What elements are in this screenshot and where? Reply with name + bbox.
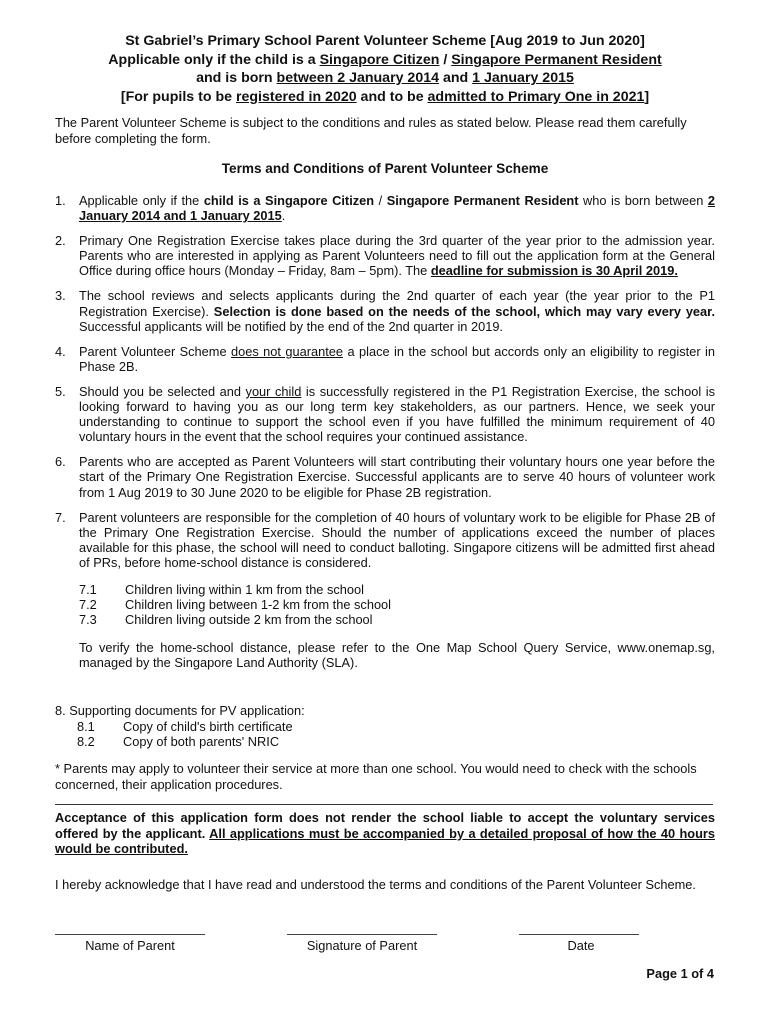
signature-of-parent-label: Signature of Parent bbox=[306, 938, 418, 953]
title-text: and is born bbox=[196, 70, 277, 87]
term-text: Applicable only if the bbox=[79, 193, 204, 208]
term-text: The school reviews and selects applicants during the 2nd quarter of each year (the year prior to the P1 Registration Exercise). bbox=[79, 288, 715, 319]
term-number: 7. bbox=[55, 509, 66, 525]
term-number: 3. bbox=[55, 288, 66, 304]
term-text: Should you be selected and bbox=[79, 383, 246, 399]
terms-list bbox=[55, 193, 715, 670]
term-number: 1. bbox=[55, 193, 66, 208]
term-text: Supporting documents for PV application: bbox=[69, 703, 305, 718]
name-of-parent-label: Name of Parent bbox=[85, 938, 175, 953]
sub-text: Copy of both parents' NRIC bbox=[123, 734, 280, 750]
term-number: 6. bbox=[55, 454, 66, 470]
term-bold: child is a Singapore Citizen bbox=[203, 193, 375, 208]
intro-paragraph: The Parent Volunteer Scheme is subject to the conditions and rules as stated below. Please read them carefully before completing the form. bbox=[55, 115, 687, 146]
note-paragraph: * Parents may apply to volunteer their service at more than one school. You would need to check with the schools concerned, their application procedures. bbox=[55, 761, 697, 792]
title-text: and to be bbox=[356, 88, 428, 105]
title-date-2: 1 January 2015 bbox=[472, 70, 574, 87]
title-pr: Singapore Permanent Resident bbox=[451, 51, 662, 68]
title-line-1: St Gabriel’s Primary School Parent Volunteer Scheme [Aug 2019 to Jun 2020] bbox=[125, 33, 645, 49]
term-text: is successfully registered in the P1 Registration Exercise, the school is looking forward to having you as our long term key stakeholders, as our partners. Hence, we seek your understanding to continue to support the school even if you have fulfilled the minimum requirement of 40 voluntary hours in the event that the school requires your continued assistance. bbox=[79, 383, 715, 445]
sub-number: 7.3 bbox=[79, 612, 97, 628]
term-item-7 bbox=[55, 510, 715, 671]
term-bold: Singapore Permanent Resident bbox=[386, 193, 579, 208]
title-admitted: admitted to Primary One in 2021 bbox=[427, 88, 645, 105]
term-item-4 bbox=[55, 344, 715, 374]
term-text: Primary One Registration Exercise takes place during the 3rd quarter of the year prior to the admission year. Parents who are interested in applying as Parent Volunteers need to fill out the application form at the General Office during office hours (Monday – Friday, 8am – 5pm). The bbox=[79, 233, 715, 279]
document-item bbox=[55, 719, 715, 735]
term-item-8 bbox=[55, 703, 715, 750]
distance-item bbox=[79, 582, 715, 597]
signature-line[interactable] bbox=[287, 934, 437, 935]
acceptance-underline: All applications must be accompanied by a detailed proposal of how the 40 hours would be contributed. bbox=[55, 825, 715, 857]
term-text: / bbox=[374, 193, 387, 208]
title-text: ] bbox=[644, 88, 650, 105]
date-line[interactable] bbox=[519, 934, 639, 935]
term-item-3 bbox=[55, 288, 715, 333]
title-line-2 bbox=[40, 51, 730, 70]
sub-number: 8.2 bbox=[77, 734, 95, 750]
term-bold-underline: 2 January 2014 and 1 January 2015 bbox=[79, 193, 715, 224]
title-registered: registered in 2020 bbox=[235, 88, 357, 105]
title-line-4 bbox=[40, 88, 730, 107]
term-deadline: deadline for submission is 30 April 2019. bbox=[430, 263, 678, 279]
title-citizen: Singapore Citizen bbox=[319, 51, 440, 68]
distance-item bbox=[79, 597, 715, 612]
document-item bbox=[55, 734, 715, 750]
term-bold: Selection is done based on the needs of the school, which may vary every year. bbox=[213, 303, 715, 319]
term-item-1 bbox=[55, 193, 715, 223]
acceptance-text: Acceptance of this application form does not render the school liable to accept the voluntary services offered by the applicant. bbox=[55, 810, 715, 841]
sub-text: Children living between 1-2 km from the school bbox=[125, 597, 392, 613]
verify-paragraph: To verify the home-school distance, please refer to the One Map School Query Service, www.onemap.sg, managed by the Singapore Land Authority (SLA). bbox=[79, 640, 715, 671]
term-underline: does not guarantee bbox=[231, 343, 344, 359]
sub-text: Children living within 1 km from the school bbox=[125, 581, 364, 597]
term-number: 2. bbox=[55, 233, 66, 249]
sub-text: Copy of child's birth certificate bbox=[123, 718, 293, 734]
document-title bbox=[40, 32, 730, 106]
sub-number: 8.1 bbox=[77, 718, 95, 734]
date-label: Date bbox=[567, 938, 595, 953]
term-number: 5. bbox=[55, 383, 66, 399]
sub-number: 7.1 bbox=[79, 581, 97, 597]
title-line-3 bbox=[40, 69, 730, 88]
separator-line bbox=[55, 804, 713, 805]
term-underline: your child bbox=[245, 383, 302, 399]
term-text: . bbox=[281, 208, 286, 224]
term-number: 8. bbox=[55, 703, 66, 718]
term-text: Successful applicants will be notified by the end of the 2nd quarter in 2019. bbox=[79, 318, 503, 334]
terms-heading: Terms and Conditions of Parent Volunteer Scheme bbox=[221, 161, 549, 176]
acknowledge-paragraph: I hereby acknowledge that I have read and understood the terms and conditions of the Parent Volunteer Scheme. bbox=[55, 877, 696, 892]
title-text: / bbox=[439, 51, 452, 68]
sub-text: Children living outside 2 km from the school bbox=[125, 612, 373, 628]
page-number: Page 1 of 4 bbox=[646, 966, 714, 981]
term-text: Parent volunteers are responsible for the completion of 40 hours of voluntary work to be eligible for Phase 2B of the Primary One Registration Exercise. Should the number of applications exceed the number of places available for this phase, the school will need to conduct balloting. Singapore citizens will be admitted first ahead of PRs, before home-school distance is considered. bbox=[79, 509, 715, 570]
name-signature-line[interactable] bbox=[55, 934, 205, 935]
term-8-heading bbox=[55, 703, 715, 719]
term-number: 4. bbox=[55, 343, 66, 359]
term-text: Parent Volunteer Scheme bbox=[79, 343, 231, 359]
term-text: who is born between bbox=[578, 193, 708, 208]
distance-item bbox=[79, 612, 715, 627]
term-item-6 bbox=[55, 454, 715, 499]
acceptance-paragraph bbox=[55, 810, 715, 857]
term-item-5 bbox=[55, 384, 715, 444]
sub-number: 7.2 bbox=[79, 597, 97, 613]
title-text: and bbox=[439, 70, 473, 87]
title-text: [For pupils to be bbox=[120, 88, 236, 105]
distance-list bbox=[79, 582, 715, 627]
term-text: Parents who are accepted as Parent Volunteers will start contributing their voluntary hours one year before the start of the Primary One Registration Exercise. Successful applicants are to serve 40 hours of volunteer work from 1 Aug 2019 to 30 June 2020 to be eligible for Phase 2B registration. bbox=[79, 454, 715, 500]
term-text: a place in the school but accords only an eligibility to register in Phase 2B. bbox=[79, 343, 715, 374]
title-date-1: between 2 January 2014 bbox=[276, 70, 439, 87]
term-item-2 bbox=[55, 233, 715, 278]
title-text: Applicable only if the child is a bbox=[108, 51, 320, 68]
